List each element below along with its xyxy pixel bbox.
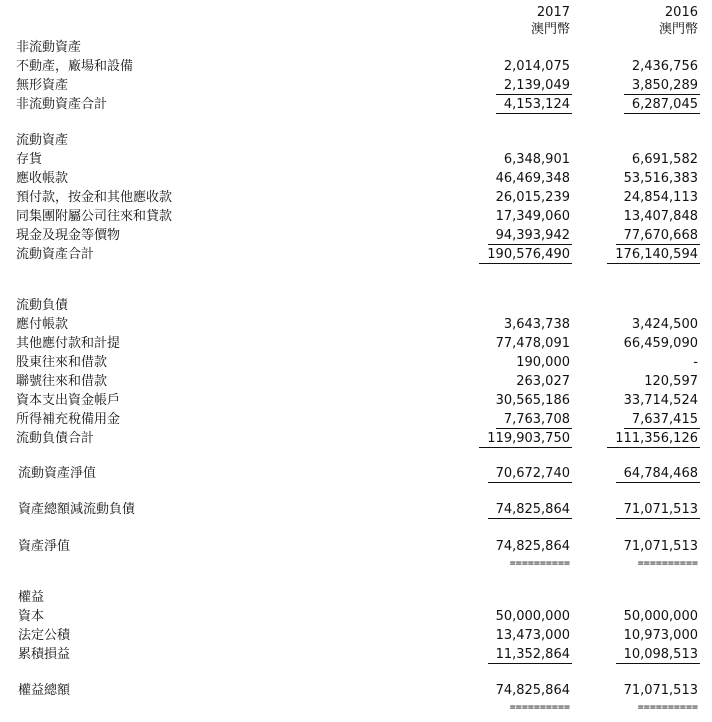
- value-2016: 7,637,415: [624, 413, 700, 429]
- value-2017: 77,478,091: [495, 336, 570, 351]
- row-label: 資本: [18, 609, 45, 624]
- total-assets-less-cl-2017: 74,825,864: [488, 503, 572, 519]
- value-2017: 2,139,049: [496, 79, 572, 95]
- value-2016: 13,407,848: [623, 209, 698, 224]
- value-2017: 11,352,864: [488, 648, 572, 664]
- section-title-non-current-assets: 非流動資產: [16, 40, 82, 55]
- value-2017: 6,348,901: [503, 152, 570, 167]
- header-year-2016: 2016: [664, 5, 698, 20]
- row-label: 同集團附屬公司往來和貸款: [16, 209, 173, 224]
- total-assets-less-cl-2016: 71,071,513: [616, 503, 700, 519]
- header-currency-2016: 澳門幣: [658, 22, 698, 37]
- row-label-subtotal: 流動資產合計: [16, 247, 95, 262]
- value-2017: 190,000: [516, 355, 570, 370]
- net-assets-label: 資產淨值: [18, 539, 71, 554]
- value-2016: 2,436,756: [631, 59, 698, 74]
- row-label: 股東往來和借款: [16, 355, 108, 370]
- value-2016: 10,098,513: [616, 648, 700, 664]
- value-2017: 26,015,239: [495, 190, 570, 205]
- value-2016: 33,714,524: [623, 393, 698, 408]
- row-label: 無形資產: [16, 78, 69, 93]
- value-2017: 94,393,942: [488, 229, 572, 245]
- net-current-assets-2016: 64,784,468: [616, 467, 700, 483]
- row-label: 預付款，按金和其他應收款: [16, 190, 173, 205]
- row-label: 其他應付款和計提: [16, 336, 121, 351]
- row-label-subtotal: 非流動資產合計: [16, 97, 108, 112]
- value-2016: 6,691,582: [631, 152, 698, 167]
- double-underline-2017: ==========: [509, 558, 570, 569]
- row-label: 聯號往來和借款: [16, 374, 108, 389]
- net-assets-2017: 74,825,864: [495, 539, 570, 554]
- row-label: 應收帳款: [16, 171, 69, 186]
- value-2017: 263,027: [516, 374, 570, 389]
- row-label-subtotal: 流動負債合計: [16, 431, 95, 446]
- subtotal-2016: 176,140,594: [607, 248, 700, 264]
- row-label: 法定公積: [18, 628, 71, 643]
- value-2017: 46,469,348: [495, 171, 570, 186]
- value-2017: 13,473,000: [495, 628, 570, 643]
- net-current-assets-label: 流動資產淨值: [18, 466, 97, 481]
- double-underline-2016: ==========: [637, 702, 698, 713]
- value-2016: 77,670,668: [616, 229, 700, 245]
- double-underline-2016: ==========: [637, 558, 698, 569]
- total-equity-2016: 71,071,513: [623, 683, 698, 698]
- section-title-equity: 權益: [18, 590, 45, 605]
- value-2017: 2,014,075: [503, 59, 570, 74]
- value-2016: 3,424,500: [631, 317, 698, 332]
- value-2017: 7,763,708: [496, 413, 572, 429]
- value-2016: 53,516,383: [623, 171, 698, 186]
- value-2016: 3,850,289: [624, 79, 700, 95]
- subtotal-2017: 190,576,490: [479, 248, 572, 264]
- header-currency-2017: 澳門幣: [530, 22, 570, 37]
- net-assets-2016: 71,071,513: [623, 539, 698, 554]
- section-title-current-liabilities: 流動負債: [16, 298, 69, 313]
- row-label: 所得補充稅備用金: [16, 412, 121, 427]
- subtotal-2017: 119,903,750: [479, 432, 572, 448]
- subtotal-2017: 4,153,124: [496, 98, 572, 114]
- subtotal-2016: 111,356,126: [607, 432, 700, 448]
- total-equity-2017: 74,825,864: [495, 683, 570, 698]
- value-2016: 120,597: [644, 374, 698, 389]
- row-label: 不動產，廠場和設備: [16, 59, 134, 74]
- row-label: 資本支出資金帳戶: [16, 393, 121, 408]
- header-year-2017: 2017: [536, 5, 570, 20]
- row-label: 存貨: [16, 152, 43, 167]
- row-label: 應付帳款: [16, 317, 69, 332]
- double-underline-2017: ==========: [509, 702, 570, 713]
- value-2016: 50,000,000: [623, 609, 698, 624]
- row-label: 累積損益: [18, 647, 71, 662]
- value-2016: 66,459,090: [623, 336, 698, 351]
- section-title-current-assets: 流動資產: [16, 133, 69, 148]
- value-2017: 3,643,738: [503, 317, 570, 332]
- value-2017: 30,565,186: [495, 393, 570, 408]
- value-2017: 50,000,000: [495, 609, 570, 624]
- value-2017: 17,349,060: [495, 209, 570, 224]
- net-current-assets-2017: 70,672,740: [488, 467, 572, 483]
- value-2016: 10,973,000: [623, 628, 698, 643]
- subtotal-2016: 6,287,045: [624, 98, 700, 114]
- row-label: 現金及現金等價物: [16, 228, 121, 243]
- value-2016: 24,854,113: [623, 190, 698, 205]
- total-assets-less-cl-label: 資產總額減流動負債: [18, 502, 136, 517]
- value-2016: -: [693, 355, 698, 370]
- total-equity-label: 權益總額: [18, 683, 71, 698]
